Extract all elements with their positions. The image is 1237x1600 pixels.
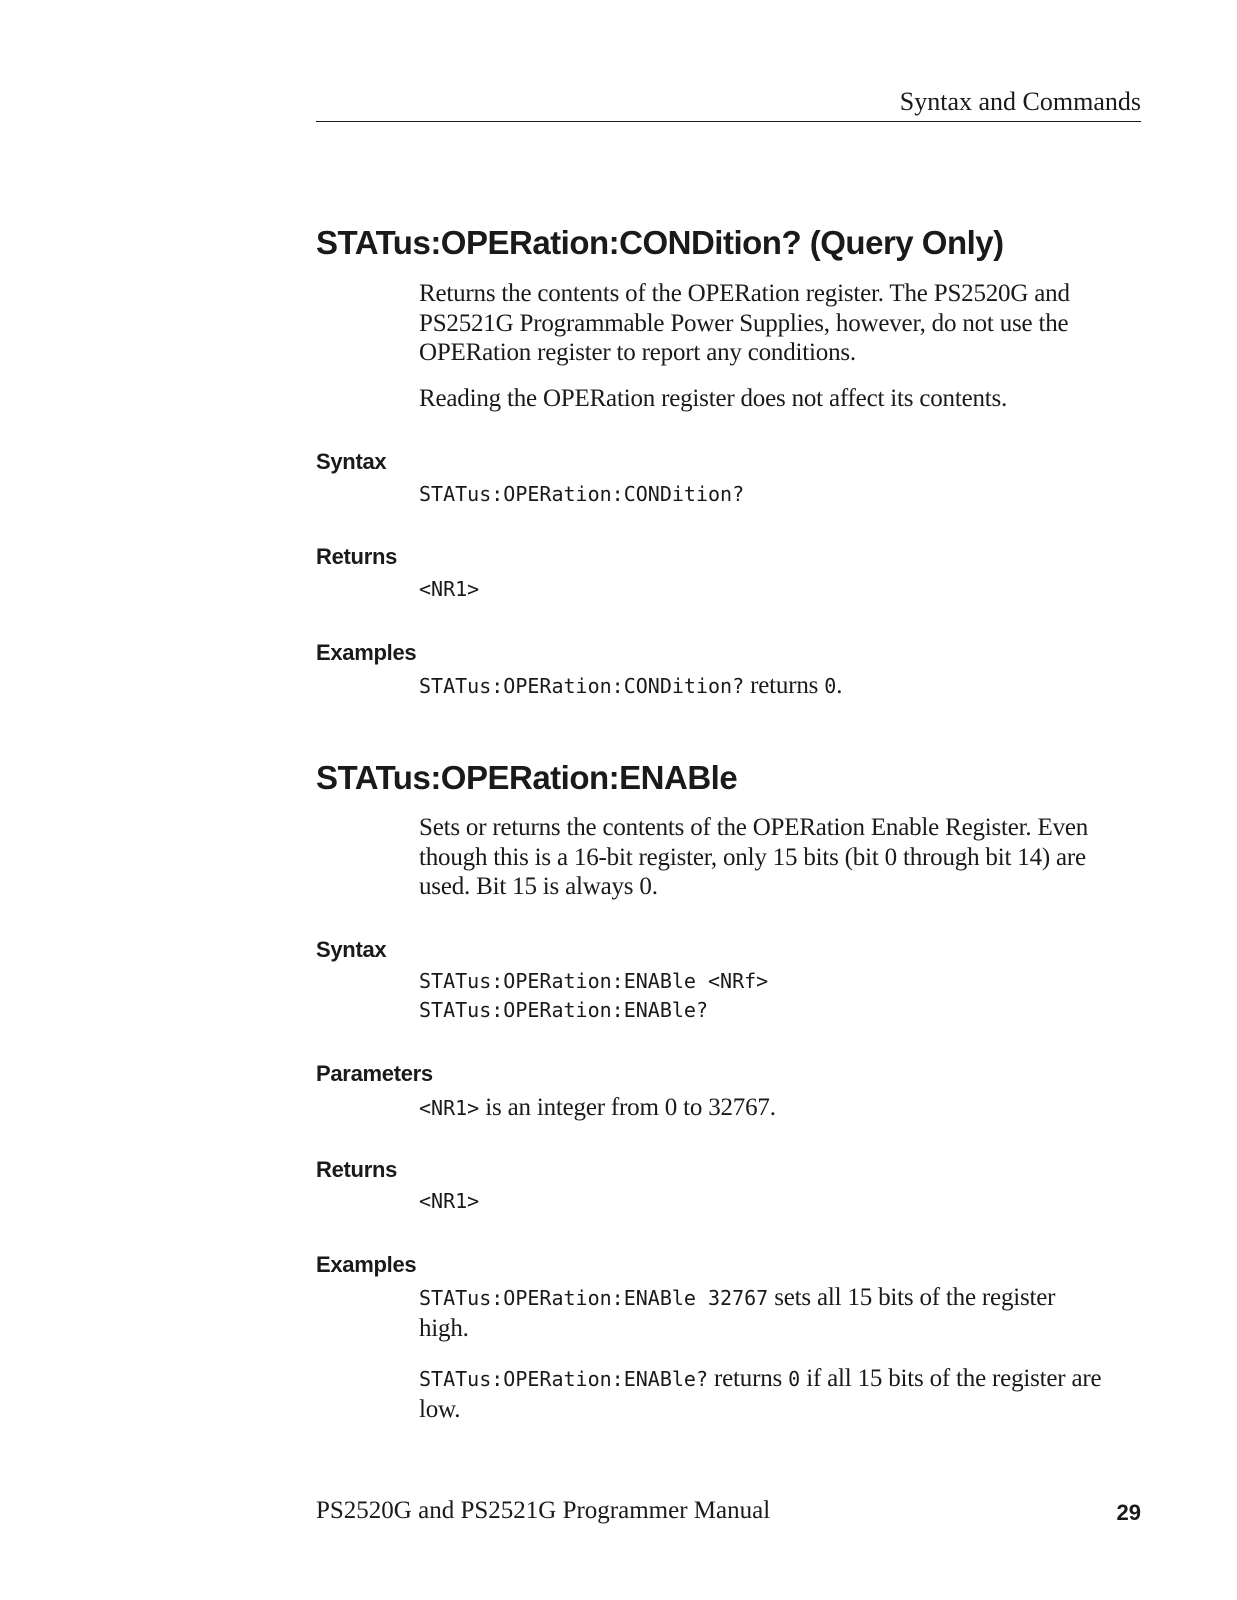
example-text-end: . xyxy=(836,672,843,699)
header-rule xyxy=(316,121,1141,122)
footer-manual-title: PS2520G and PS2521G Programmer Manual xyxy=(316,1497,771,1524)
syntax-line: STATus:OPERation:ENABle <NRf> xyxy=(419,969,769,993)
examples-heading: Examples xyxy=(316,1252,417,1277)
section-title-operation-enable: STATus:OPERation:ENABle xyxy=(316,759,738,796)
syntax-heading: Syntax xyxy=(316,449,387,474)
returns-heading: Returns xyxy=(316,544,398,569)
example-text-end: if all 15 bits of the register are low. xyxy=(419,1365,1102,1423)
example-code: STATus:OPERation:ENABle 32767 xyxy=(419,1286,769,1310)
page-number: 29 xyxy=(1116,1500,1141,1525)
syntax-line: STATus:OPERation:ENABle? xyxy=(419,998,708,1022)
parameter-code: <NR1> xyxy=(419,1096,480,1120)
example-code: STATus:OPERation:ENABle? xyxy=(419,1367,708,1391)
returns-heading: Returns xyxy=(316,1157,398,1182)
example-line xyxy=(419,671,1134,702)
section-description-paragraph: Sets or returns the contents of the OPERation Enable Register. Even though this is a 16-bit register, only 15 bits (bit 0 through bit 14) are used. Bit 15 is always 0. xyxy=(419,814,1089,900)
parameters-heading: Parameters xyxy=(316,1061,433,1086)
section-title-operation-condition: STATus:OPERation:CONDition? (Query Only) xyxy=(316,224,1004,261)
example-code-value: 0 xyxy=(788,1367,801,1391)
example-code-value: 0 xyxy=(824,674,837,698)
example-text: returns xyxy=(707,1365,789,1392)
examples-heading: Examples xyxy=(316,640,417,665)
returns-value: <NR1> xyxy=(419,577,480,601)
running-header: Syntax and Commands xyxy=(899,87,1141,116)
example-text: returns xyxy=(744,672,825,699)
parameter-text: is an integer from 0 to 32767. xyxy=(479,1094,776,1121)
section-description-paragraph: Returns the contents of the OPERation register. The PS2520G and PS2521G Programmable Power Supplies, however, do not use the OPERation register to report any conditions. xyxy=(419,280,1070,366)
syntax-line: STATus:OPERation:CONDition? xyxy=(419,482,745,506)
example-code: STATus:OPERation:CONDition? xyxy=(419,674,745,698)
parameters-line xyxy=(419,1093,1134,1124)
section-description-paragraph: Reading the OPERation register does not affect its contents. xyxy=(419,385,1008,412)
returns-value: <NR1> xyxy=(419,1189,480,1213)
example-line xyxy=(419,1283,1109,1343)
syntax-heading: Syntax xyxy=(316,937,387,962)
example-line xyxy=(419,1364,1109,1424)
example-text: sets all 15 bits of the register high. xyxy=(419,1284,1056,1342)
